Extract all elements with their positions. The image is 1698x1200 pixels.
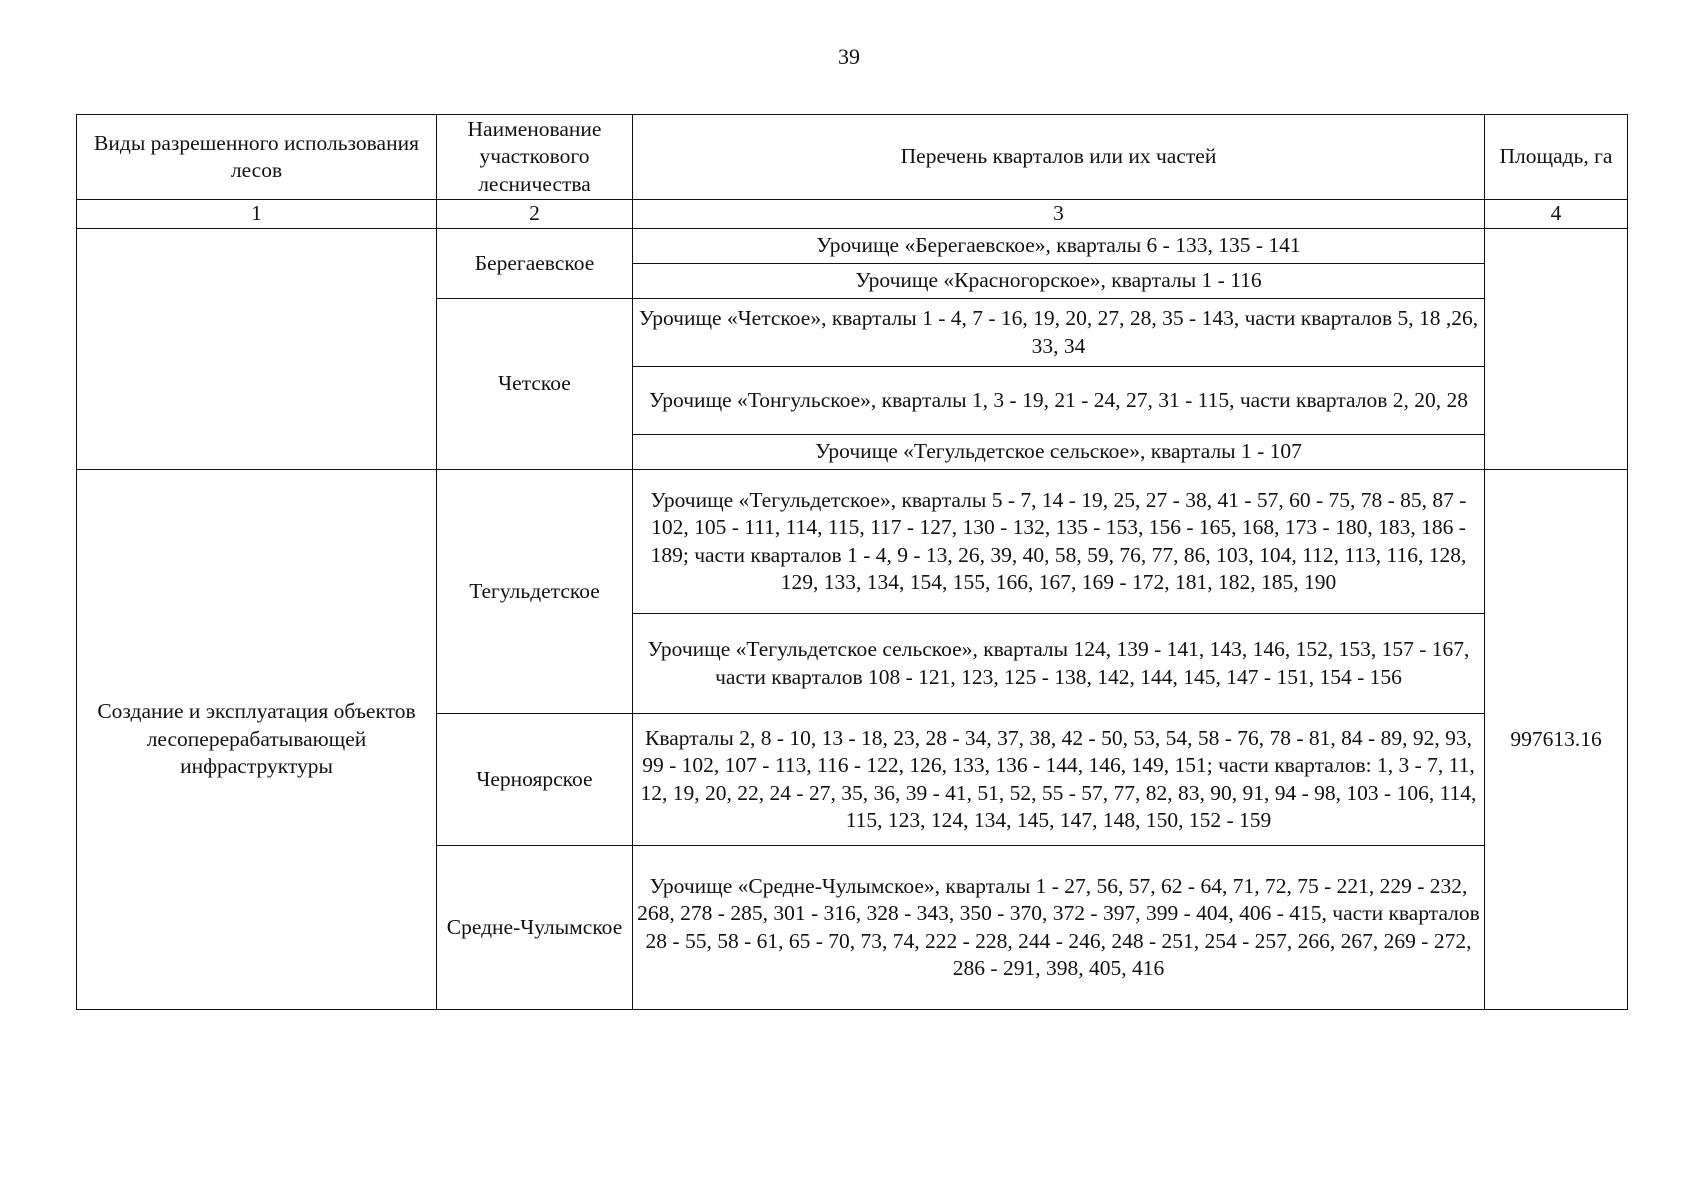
quarters-cell: Урочище «Красногорское», кварталы 1 - 116 — [633, 264, 1485, 299]
header-forestry-name: Наименование участкового лесничества — [437, 115, 633, 200]
quarters-cell: Урочище «Тегульдетское», кварталы 5 - 7, 14 - 19, 25, 27 - 38, 41 - 57, 60 - 75, 78 - 85, 87 - 102, 105 - 111, 114, 115, 117 - 127, 130 - 132, 135 - 153, 156 - 165, 168, 173 - 180, 183, 186 - 189; части кварталов 1 - 4, 9 - 13, 26, 39, 40, 58, 59, 76, 77, 86, 103, 104, 112, 113, 116, 128, 129, 133, 134, 154, 155, 166, 167, 169 - 172, 181, 182, 185, 190 — [633, 470, 1485, 614]
column-number: 3 — [633, 200, 1485, 229]
column-number: 2 — [437, 200, 633, 229]
header-usage-types: Виды разрешенного использования лесов — [77, 115, 437, 200]
column-number: 4 — [1485, 200, 1628, 229]
column-number: 1 — [77, 200, 437, 229]
table-header-row — [77, 115, 1628, 200]
quarters-cell: Урочище «Тонгульское», кварталы 1, 3 - 19, 21 - 24, 27, 31 - 115, части кварталов 2, 20, 28 — [633, 367, 1485, 435]
forestry-name-cell: Средне-Чулымское — [437, 846, 633, 1010]
column-number-row — [77, 200, 1628, 229]
header-quarters-list: Перечень кварталов или их частей — [633, 115, 1485, 200]
forestry-name-cell: Четское — [437, 299, 633, 470]
table-row — [77, 229, 1628, 264]
quarters-cell: Урочище «Берегаевское», кварталы 6 - 133, 135 - 141 — [633, 229, 1485, 264]
quarters-cell: Кварталы 2, 8 - 10, 13 - 18, 23, 28 - 34, 37, 38, 42 - 50, 53, 54, 58 - 76, 78 - 81, 84 - 89, 92, 93, 99 - 102, 107 - 113, 116 - 122, 126, 133, 136 - 144, 146, 149, 151; части кварталов: 1, 3 - 7, 11, 12, 19, 20, 22, 24 - 27, 35, 36, 39 - 41, 51, 52, 55 - 57, 77, 82, 83, 90, 91, 94 - 98, 103 - 106, 114, 115, 123, 124, 134, 145, 147, 148, 150, 152 - 159 — [633, 714, 1485, 846]
quarters-cell: Урочище «Тегульдетское сельское», кварталы 1 - 107 — [633, 435, 1485, 470]
forestry-name-cell: Тегульдетское — [437, 470, 633, 714]
header-area: Площадь, га — [1485, 115, 1628, 200]
usage-type-cell-continued — [77, 229, 437, 470]
area-cell-continued — [1485, 229, 1628, 470]
usage-type-cell: Создание и эксплуатация объектов лесоперерабатывающей инфраструктуры — [77, 470, 437, 1010]
quarters-cell: Урочище «Тегульдетское сельское», кварталы 124, 139 - 141, 143, 146, 152, 153, 157 - 167, части кварталов 108 - 121, 123, 125 - 138, 142, 144, 145, 147 - 151, 154 - 156 — [633, 614, 1485, 714]
area-cell: 997613.16 — [1485, 470, 1628, 1010]
table-row — [77, 470, 1628, 614]
quarters-cell: Урочище «Средне-Чулымское», кварталы 1 - 27, 56, 57, 62 - 64, 71, 72, 75 - 221, 229 - 232, 268, 278 - 285, 301 - 316, 328 - 343, 350 - 370, 372 - 397, 399 - 404, 406 - 415, части кварталов 28 - 55, 58 - 61, 65 - 70, 73, 74, 222 - 228, 244 - 246, 248 - 251, 254 - 257, 266, 267, 269 - 272, 286 - 291, 398, 405, 416 — [633, 846, 1485, 1010]
quarters-cell: Урочище «Четское», кварталы 1 - 4, 7 - 16, 19, 20, 27, 28, 35 - 143, части кварталов 5, 18 ,26, 33, 34 — [633, 299, 1485, 367]
forestry-name-cell: Черноярское — [437, 714, 633, 846]
forestry-name-cell: Берегаевское — [437, 229, 633, 299]
forest-usage-table — [76, 114, 1628, 1010]
page-number: 39 — [838, 44, 860, 69]
